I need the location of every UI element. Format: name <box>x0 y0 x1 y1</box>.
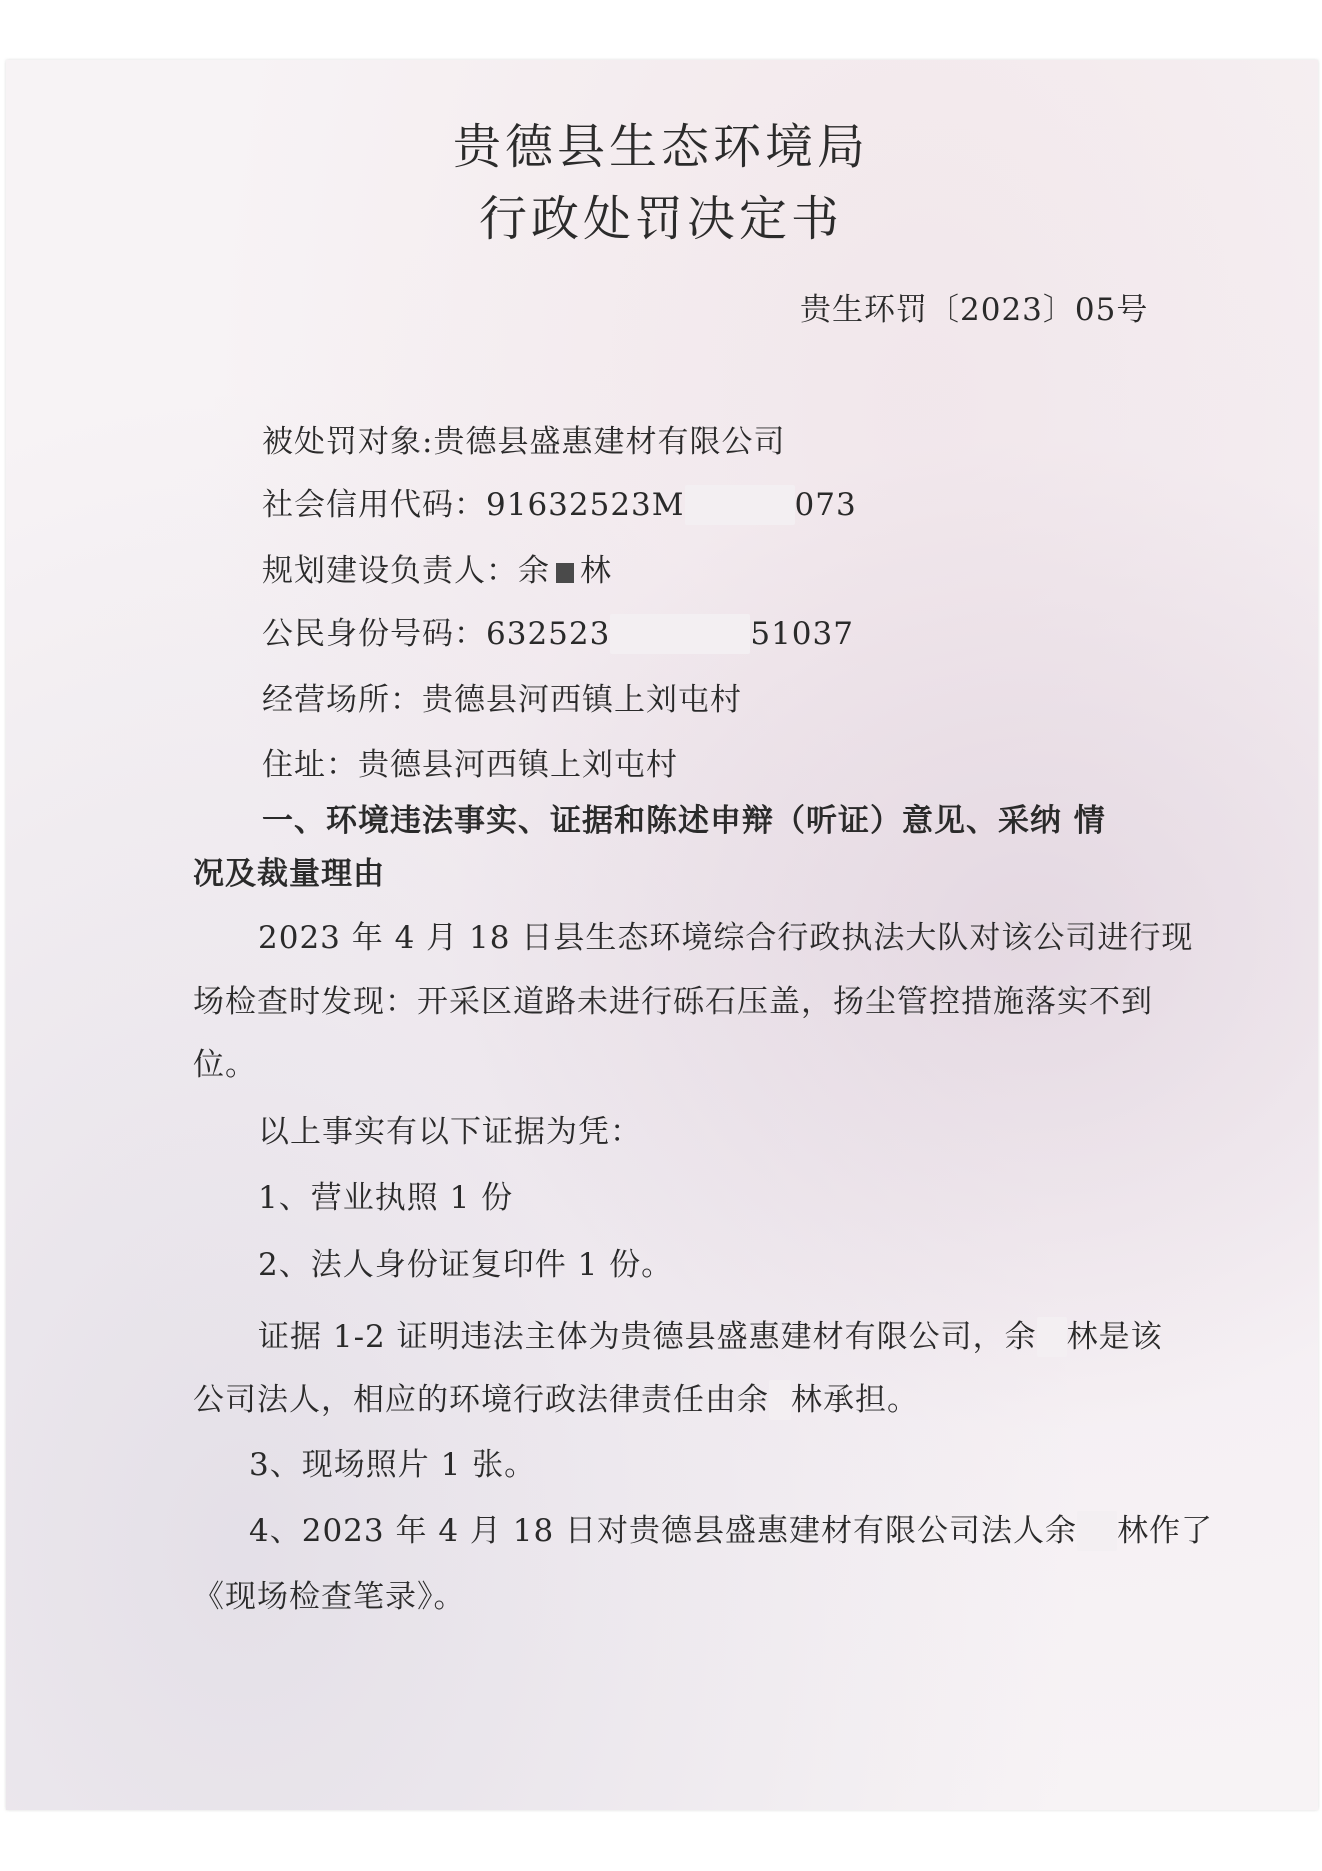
redaction-mark <box>1037 1317 1067 1357</box>
redaction-mark <box>1077 1511 1117 1551</box>
evidence-item-4-end: 林作了 <box>1117 1513 1214 1549</box>
facts-line1: 2023 年 4 月 18 日县生态环境综合行政执法大队对该公司进行现 <box>258 920 1194 956</box>
proof-line1-start: 证据 1-2 证明违法主体为贵德县盛惠建材有限公司，余 <box>258 1319 1037 1355</box>
proof-line2 <box>193 1380 919 1420</box>
responsible-surname: 余 <box>518 553 550 589</box>
section-heading-line2: 况及裁量理由 <box>193 856 385 892</box>
document-title: 行政处罚决定书 <box>478 191 843 247</box>
id-label: 公民身份号码： <box>262 616 486 652</box>
facts-line3: 位。 <box>193 1047 257 1083</box>
evidence-item-4 <box>249 1511 1213 1551</box>
evidence-item-4-line2: 《现场检查笔录》。 <box>193 1579 466 1615</box>
facts-line2: 场检查时发现：开采区道路未进行砾石压盖，扬尘管控措施落实不到 <box>193 984 1153 1020</box>
id-prefix: 632523 <box>486 616 611 652</box>
credit-code-prefix: 91632523M <box>486 487 685 523</box>
redaction-mark <box>685 485 795 525</box>
business-place: 经营场所：贵德县河西镇上刘屯村 <box>262 682 742 718</box>
evidence-item-2: 2、法人身份证复印件 1 份。 <box>258 1247 674 1283</box>
responsible-person <box>262 551 612 591</box>
evidence-item-3: 3、现场照片 1 张。 <box>249 1447 537 1483</box>
credit-code <box>262 485 857 525</box>
credit-code-label: 社会信用代码： <box>262 487 486 523</box>
id-number <box>262 614 854 654</box>
redaction-mark <box>769 1380 791 1420</box>
proof-line2-start: 公司法人，相应的环境行政法律责任由余 <box>193 1382 769 1418</box>
redaction-mark <box>556 563 574 583</box>
credit-code-suffix: 073 <box>794 487 857 523</box>
proof-line1 <box>258 1317 1163 1357</box>
proof-line1-end: 林是该 <box>1066 1319 1163 1355</box>
agency-title: 贵德县生态环境局 <box>452 119 869 175</box>
document-number: 贵生环罚〔2023〕05号 <box>800 292 1149 328</box>
proof-line2-end: 林承担。 <box>791 1382 919 1418</box>
evidence-intro: 以上事实有以下证据为凭： <box>258 1114 642 1150</box>
address: 住址：贵德县河西镇上刘屯村 <box>262 747 678 783</box>
evidence-item-4-start: 4、2023 年 4 月 18 日对贵德县盛惠建材有限公司法人余 <box>249 1513 1078 1549</box>
responsible-given: 林 <box>580 553 612 589</box>
responsible-label: 规划建设负责人： <box>262 553 518 589</box>
penalized-party: 被处罚对象:贵德县盛惠建材有限公司 <box>262 424 786 460</box>
section-heading-line1: 一、环境违法事实、证据和陈述申辩（听证）意见、采纳 情 <box>262 803 1106 839</box>
id-suffix: 51037 <box>750 616 854 652</box>
redaction-mark <box>610 614 750 654</box>
evidence-item-1: 1、营业执照 1 份 <box>258 1180 514 1216</box>
